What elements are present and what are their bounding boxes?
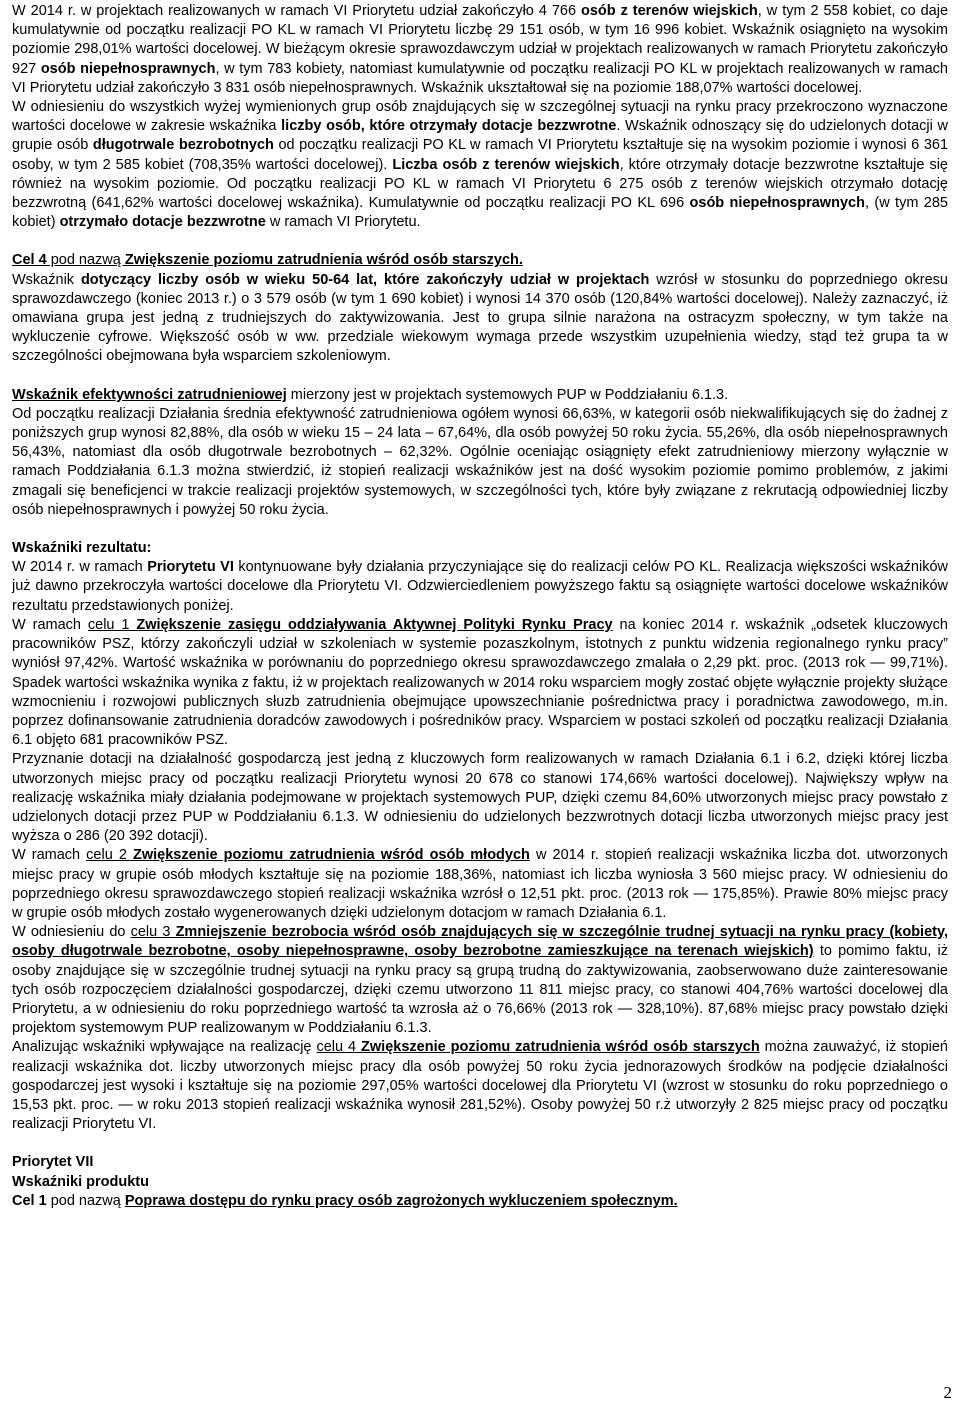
bold-text: osób niepełnosprawnych	[40, 60, 216, 77]
heading-product-indicators: Wskaźniki produktu	[12, 1173, 149, 1190]
text-run: W 2014 r. w ramach	[12, 559, 148, 576]
text-run: , które otrzymały dotacje bezzwrotne kształtuje się również na wysokim poziomie. Od początku realizacji PO KL w ramach VI Priorytetu 6 275 osób z terenów wiejskich otrzymało dotację bezzwrotną (641,62% wartości docelowej wskaźnika). Kumulatywnie od początku realizacji PO KL 696	[12, 156, 948, 212]
bold-text: Zwiększenie zasięgu oddziaływania Aktywnej Polityki Rynku Pracy	[136, 616, 613, 633]
bold-text: Zwiększenie poziomu zatrudnienia wśród osób starszych.	[124, 252, 523, 269]
text-run: . Wskaźnik odnoszący się do udzielonych dotacji w grupie osób	[12, 118, 949, 154]
text-run: pod nazwą	[46, 1192, 125, 1209]
text-run: pod nazwą	[46, 252, 125, 269]
text-run: mierzony jest w projektach systemowych PUP w Poddziałaniu 6.1.3.	[286, 386, 729, 403]
text-run: Analizując wskaźniki wpływające na realizację	[12, 1039, 317, 1056]
text-run: celu 2	[86, 847, 133, 864]
text-run: , (w tym 285 kobiet)	[12, 195, 948, 231]
bold-text: liczby osób, które otrzymały dotacje bezzwrotne	[281, 118, 617, 135]
text-run: W ramach	[12, 847, 87, 864]
bold-text: Zwiększenie poziomu zatrudnienia wśród osób młodych	[132, 847, 530, 864]
paragraph-business-grants: Przyznanie dotacji na działalność gospodarczą jest jedną z kluczowych form realizowanych w ramach Działania 6.1 i 6.2, dzięki której liczba utworzonych miejsc pracy od początku realizacji Priorytetu wynosi 20 678 co stanowi 174,66% wartości docelowej). Największy wpływ na realizację wskaźnika miały działania podejmowane w projektach systemowych PUP, dzięki czemu 84,60% utworzonych miejsc pracy powstało z udzielonych dotacji przez PUP w Poddziałaniu 6.1.3. W odniesieniu do udzielonych bezzwrotnych dotacji liczba utworzonych miejsc pracy jest wyższa o 286 (20 392 dotacji).	[12, 751, 948, 845]
text-run: można zauważyć, iż stopień realizacji wskaźnika dot. liczby utworzonych miejsc pracy dla osób powyżej 50 roku życia jednorazowych środków na podjęcie działalności gospodarczej jest wysoki i kształtuje się na poziomie 297,05% wartości docelowej dla Priorytetu VI (wzrost w stosunku do roku poprzedniego o 15,53 pkt. proc. — w roku 2013 stopień realizacji wskaźnika wynosił 281,52%). Osoby powyżej 50 r.ż utworzyły 2 825 miejsc pracy od początku realizacji Priorytetu VI.	[12, 1039, 948, 1133]
bold-text: Cel 4	[12, 252, 47, 269]
text-run: na koniec 2014 r. wskaźnik „odsetek kluczowych pracowników PSZ, którzy zakończyli udział w szkoleniach w systemie pozaszkolnym, istotnych z punktu widzenia regionalnego rynku pracy” wyniósł 97,42%. Wartość wskaźnika w porównaniu do poprzedniego okresu sprawozdawczego zmalała o 2,29 pkt. proc. (2013 rok — 99,71%). Spadek wartości wskaźnika wynika z faktu, iż w projektach realizowanych w 2014 roku wsparciem mogły zostać objęte wyłącznie projekty służące wzmocnieniu i rozwojowi publicznych słuzb zatrudnienia obejmujące upowszechnianie pośrednictwa pracy i poradnictwa zawodowego, m.in. poprzez dofinansowanie zatrudnienia doradców zawodowych i pośredników pracy. Wsparciem w postaci szkoleń od początku realizacji Działania 6.1 objęto 681 pracowników PSZ.	[12, 616, 948, 749]
paragraph-efficiency-details: Od początku realizacji Działania średnia efektywność zatrudnieniowa ogółem wynosi 66,63%, w kategorii osób niekwalifikujących się do żadnej z poniższych grup wynosi 82,88%, dla osób w wieku 15 – 24 lata – 67,64%, dla osób powyżej 50 roku życia. 55,26%, dla osób niepełnosprawnych 56,43%, natomiast dla osób długotrwale bezrobotnych – 62,32%. Ogólnie oceniając osiągnięty efekt zatrudnieniowy mierzony wyłącznie w ramach Poddziałania 6.1.3 można stwierdzić, iż stopień realizacji wskaźników jest na dość wysokim poziomie pomimo problemów, z jakimi zmagali się beneficjenci w trakcie realizacji projektów systemowych, w szczególności tych, które były związane z rekrutacją odpowiedniej liczby osób niepełnosprawnych i powyżej 50 roku życia.	[12, 405, 948, 518]
bold-text: Cel 1	[12, 1192, 47, 1209]
heading-result-indicators: Wskaźniki rezultatu:	[12, 540, 152, 557]
bold-text: otrzymało dotacje bezzwrotne	[59, 214, 266, 231]
paragraph-rural-disabled-participants	[12, 2, 948, 98]
paragraph-priority-vi	[12, 558, 948, 616]
bold-text: osób niepełnosprawnych	[689, 195, 865, 212]
text-run: W ramach	[12, 616, 88, 633]
text-run: to pomimo faktu, iż osoby znajdujące się w szczególnie trudnej sytuacji na rynku pracy są grupą trudną do zaktywizowania, zaobserwowano duże zainteresowanie tych osób rozpoczęciem działalności gospodarczej, dzięki czemu utworzono 11 811 miejsc pracy, co stanowi 404,76% wartości docelowej dla Priorytetu, a w odniesieniu do roku poprzedniego wartość ta wzrosła aż o 76,66% (2013 rok — 328,10%). 87,68% miejsc pracy powstało dzięki projektom systemowym PUP realizowanym w Poddziałaniu 6.1.3.	[12, 943, 949, 1037]
text-run: wzrósł w stosunku do poprzedniego okresu sprawozdawczego (koniec 2013 r.) o 3 579 osób (w tym 1 690 kobiet) i wynosi 14 370 osób (120,84% wartości docelowej). Należy zaznaczyć, iż omawiana grupa jest jedną z trudniejszych do zaktywizowania. Jest to grupa silnie narażona na ostracyzm społeczny, w tym także na wykluczenie cyfrowe. Większość osób w ww. przedziale wiekowym wymaga przede wszystkim uzupełnienia wiedzy, stąd też grupa ta w szczególności obejmowana była wsparciem szkoleniowym.	[12, 271, 948, 365]
text-run: W odniesieniu do wszystkich wyżej wymienionych grup osób znajdujących się w szczególnej sytuacji na rynku pracy przekroczono wyznaczone wartości docelowe w zakresie wskaźnika	[12, 99, 948, 135]
text-run: Wskaźnik	[12, 271, 81, 288]
text-run: kontynuowane były działania przyczyniające się do realizacji celów PO KL. Realizacja większości wskaźników już dawno przekroczyła wartości docelowe dla Priorytetu VI. Odzwierciedleniem powyższego faktu są osiągnięte wartości docelowe wskaźników rezultatu przedstawionych poniżej.	[12, 559, 949, 614]
bold-text: Priorytetu VI	[147, 559, 234, 576]
bold-text: Zwiększenie poziomu zatrudnienia wśród osób starszych	[361, 1039, 760, 1056]
paragraph-employment-efficiency	[12, 386, 948, 405]
text-run: , w tym 2 558 kobiet, co daje kumulatywnie od początku realizacji PO KL w ramach VI Priorytetu liczbę 29 151 osób, w tym 16 996 kobiet. Wskaźnik osiągnięto na wysokim poziomie 298,01% wartości docelowej. W bieżącym okresie sprawozdawczym udział w projektach realizowanych w ramach Priorytetu zakończyło 927	[12, 3, 949, 77]
bold-text: osób z terenów wiejskich	[580, 3, 758, 19]
paragraph-goal-3	[12, 923, 948, 1038]
text-run: w 2014 r. stopień realizacji wskaźnika liczba dot. utworzonych miejsc pracy w grupie osób młodych kształtuje się na poziomie 188,36%, natomiast ich liczba wyniosła 3 560 miejsc pracy. W odniesieniu do poprzedniego okresu sprawozdawczego stopień realizacji wskaźnika wzrósł o 12,51 pkt. proc. (2013 rok — 175,85%). Prawie 80% miejsc pracy w grupie osób młodych zostało wygenerowanych dzięki udzielonym dotacjom w ramach Działania 6.1.	[12, 847, 948, 921]
paragraph-goal-2	[12, 846, 948, 923]
heading-priority-vii: Priorytet VII	[12, 1154, 94, 1171]
bold-text: Poprawa dostępu do rynku pracy osób zagrożonych wykluczeniem społecznym.	[124, 1192, 678, 1209]
bold-text: Wskaźnik efektywności zatrudnieniowej	[12, 386, 287, 403]
text-run: celu 1	[87, 616, 137, 633]
bold-text: Zmniejszenie bezrobocia wśród osób znajdujących się w szczególnie trudnej sytuacji na rynku pracy (kobiety, osoby długotrwale bezrobotne, osoby niepełnosprawne, osoby bezrobotne zamieszkujące na terenach wiejskich)	[12, 924, 948, 960]
paragraph-goal-1	[12, 616, 948, 750]
heading-cel-4	[12, 251, 948, 270]
text-run: celu 4	[316, 1039, 362, 1056]
document-page	[12, 2, 948, 1211]
text-run: , w tym 783 kobiety, natomiast kumulatywnie od początku realizacji PO KL w projektach realizowanych w ramach VI Priorytetu udział zakończyło 3 831 osób niepełnosprawnych. Wskaźnik ukształtował się na poziomie 188,07% wartości docelowej.	[12, 60, 948, 96]
text-run: od początku realizacji PO KL w ramach VI Priorytetu kształtuje się na wysokim poziomie i wynosi 6 361 osoby, w tym 2 585 kobiet (708,35% wartości docelowej).	[12, 137, 949, 173]
bold-text: Liczba osób z terenów wiejskich	[392, 156, 620, 173]
heading-cel-1	[12, 1192, 948, 1211]
text-run: W odniesieniu do	[12, 924, 131, 941]
bold-text: długotrwale bezrobotnych	[92, 137, 274, 154]
paragraph-grants	[12, 98, 948, 232]
paragraph-older-workers	[12, 271, 948, 367]
text-run: celu 3	[130, 924, 176, 941]
text-run: W 2014 r. w projektach realizowanych w ramach VI Priorytetu udział zakończyło 4 766	[12, 3, 581, 19]
paragraph-goal-4	[12, 1038, 948, 1134]
page-number: 2	[943, 1383, 952, 1402]
text-run: w ramach VI Priorytetu.	[265, 214, 421, 231]
bold-text: dotyczący liczby osób w wieku 50-64 lat, które zakończyły udział w projektach	[80, 271, 650, 288]
